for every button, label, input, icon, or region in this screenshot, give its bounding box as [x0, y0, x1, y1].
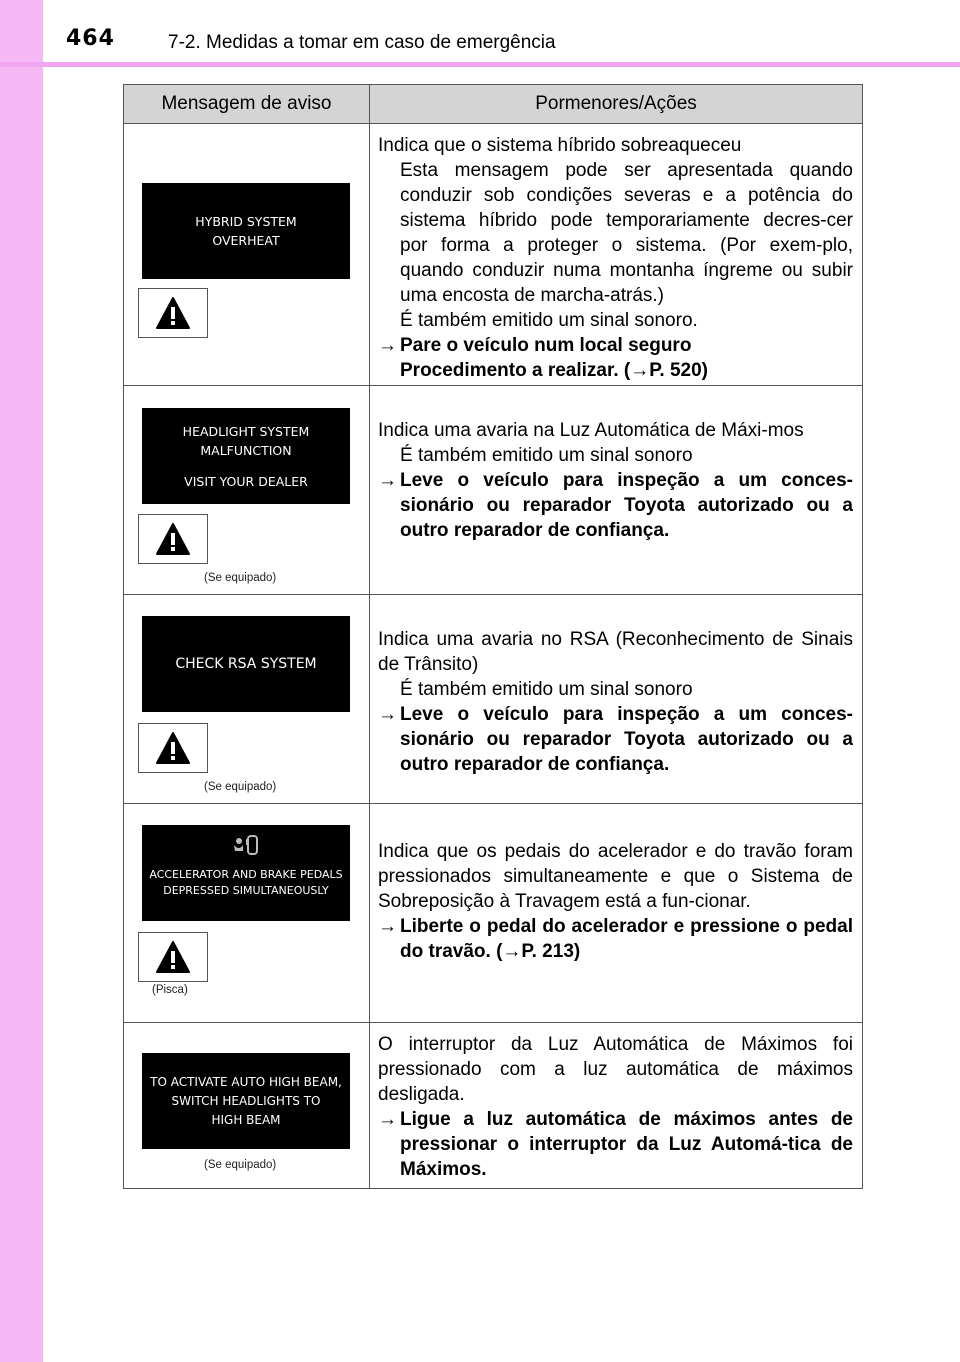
table-row — [124, 386, 863, 595]
equipment-caption: (Se equipado) — [204, 781, 277, 793]
action-text: Liberte o pedal do acelerador e pressione o pedal do travão. (→P. 213) — [400, 916, 853, 962]
details-cell — [370, 124, 863, 386]
equipment-caption: (Se equipado) — [204, 1159, 277, 1171]
display-line: DEPRESSED SIMULTANEOUSLY — [163, 884, 329, 897]
details-intro: Indica uma avaria na Luz Automática de Máxi-mos — [378, 420, 804, 441]
blink-caption: (Pisca) — [152, 984, 188, 996]
message-cell — [124, 386, 370, 595]
action-item — [378, 702, 853, 777]
warning-messages-table — [123, 84, 863, 1189]
warning-triangle-icon — [138, 514, 208, 564]
display-line: ACCELERATOR AND BRAKE PEDALS — [149, 868, 343, 881]
action-text: Procedimento a realizar. (→P. 520) — [400, 360, 709, 381]
action-text: Leve o veículo para inspeção a um conces-sionário ou reparador Toyota autorizado ou a outro reparador de confiança. — [400, 704, 853, 775]
details-cell — [370, 386, 863, 595]
details-intro: Indica que o sistema híbrido sobreaqueceu — [378, 135, 742, 156]
arrow-icon: → — [378, 704, 397, 725]
display-line: MALFUNCTION — [200, 442, 292, 458]
display-line: TO ACTIVATE AUTO HIGH BEAM, — [150, 1074, 342, 1089]
details-text: Esta mensagem pode ser apresentada quando conduzir sob condições severas e a potência do sistema híbrido pode temporariamente decres-cer por forma a proteger o sistema. (Por exem-plo, quando conduzir numa montanha íngreme ou subir uma encosta de marcha-atrás.) — [400, 160, 853, 306]
table-row — [124, 124, 863, 386]
arrow-icon: → — [378, 470, 397, 491]
details-text: É também emitido um sinal sonoro — [400, 679, 693, 700]
display-line: HYBRID SYSTEM — [195, 214, 297, 229]
details-cell — [370, 804, 863, 1023]
arrow-icon: → — [378, 335, 397, 356]
display-line: HEADLIGHT SYSTEM — [182, 423, 310, 439]
action-item — [378, 914, 853, 964]
arrow-icon: → — [378, 1109, 397, 1130]
column-header-message: Mensagem de aviso — [124, 85, 370, 124]
arrow-icon: → — [378, 916, 397, 937]
details-intro: Indica uma avaria no RSA (Reconhecimento de Sinais de Trânsito) — [378, 629, 853, 675]
warning-triangle-icon — [138, 932, 208, 982]
details-text: É também emitido um sinal sonoro. — [400, 310, 698, 331]
details-text: É também emitido um sinal sonoro — [400, 445, 693, 466]
details-intro: O interruptor da Luz Automática de Máximos foi pressionado com a luz automática de máximos desligada. — [378, 1034, 853, 1105]
warning-triangle-icon — [138, 723, 208, 773]
warning-triangle-icon — [138, 288, 208, 338]
message-cell — [124, 1023, 370, 1189]
table-row — [124, 595, 863, 804]
message-cell — [124, 124, 370, 386]
message-display — [142, 408, 350, 504]
details-intro: Indica que os pedais do acelerador e do travão foram pressionados simultaneamente e que o Sistema de Sobreposição à Travagem está a fun-cionar. — [378, 841, 853, 912]
display-line: OVERHEAT — [212, 233, 280, 248]
section-title: 7-2. Medidas a tomar em caso de emergência — [168, 32, 556, 53]
action-text: Ligue a luz automática de máximos antes de pressionar o interruptor da Luz Automá-tica de Máximos. — [400, 1109, 853, 1180]
message-display — [142, 1053, 350, 1149]
message-display — [142, 183, 350, 279]
action-item — [378, 1107, 853, 1182]
message-cell — [124, 595, 370, 804]
table-row — [124, 1023, 863, 1189]
page-number: 464 — [66, 26, 115, 51]
message-display — [142, 616, 350, 712]
action-item — [378, 333, 853, 358]
message-display — [142, 825, 350, 921]
header-rule — [0, 62, 960, 67]
action-text: Pare o veículo num local seguro — [400, 335, 692, 356]
action-item — [378, 468, 853, 543]
table-row — [124, 804, 863, 1023]
display-line: SWITCH HEADLIGHTS TO — [171, 1093, 321, 1108]
side-tab-bar — [0, 0, 43, 1362]
details-cell — [370, 1023, 863, 1189]
display-line: CHECK RSA SYSTEM — [175, 655, 317, 672]
message-cell — [124, 804, 370, 1023]
action-text: Leve o veículo para inspeção a um conces-sionário ou reparador Toyota autorizado ou a outro reparador de confiança. — [400, 470, 853, 541]
table-header-row — [124, 85, 863, 124]
details-cell — [370, 595, 863, 804]
equipment-caption: (Se equipado) — [204, 572, 277, 584]
display-line: HIGH BEAM — [211, 1112, 281, 1127]
display-line: VISIT YOUR DEALER — [184, 473, 308, 489]
column-header-details: Pormenores/Ações — [370, 85, 863, 124]
pedal-override-icon — [231, 831, 261, 861]
